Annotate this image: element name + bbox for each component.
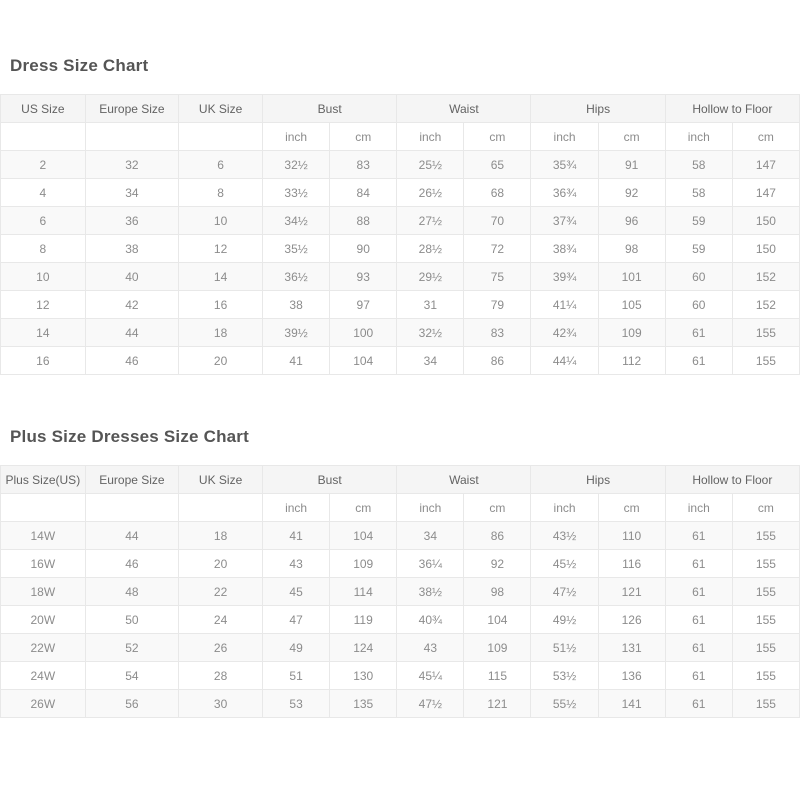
- dress-size-chart-title: Dress Size Chart: [10, 56, 149, 75]
- unit-label-cell: inch: [263, 494, 330, 522]
- table-cell: 54: [85, 662, 178, 690]
- table-cell: 79: [464, 291, 531, 319]
- table-cell: 59: [665, 235, 732, 263]
- table-cell: 147: [732, 151, 799, 179]
- table-cell: 65: [464, 151, 531, 179]
- table-cell: 6: [1, 207, 86, 235]
- table-cell: 47½: [397, 690, 464, 718]
- table-cell: 43: [263, 550, 330, 578]
- table-row: [1, 207, 800, 235]
- table-cell: 83: [464, 319, 531, 347]
- table-cell: 14W: [1, 522, 86, 550]
- empty-cell: [179, 494, 263, 522]
- unit-label-cell: cm: [598, 494, 665, 522]
- table-row: [1, 522, 800, 550]
- table-cell: 55½: [531, 690, 598, 718]
- table-cell: 61: [665, 578, 732, 606]
- unit-label-cell: inch: [531, 123, 598, 151]
- table-cell: 92: [598, 179, 665, 207]
- table-cell: 31: [397, 291, 464, 319]
- table-cell: 68: [464, 179, 531, 207]
- unit-label-cell: cm: [464, 123, 531, 151]
- table-cell: 97: [330, 291, 397, 319]
- table-cell: 42¾: [531, 319, 598, 347]
- plus-size-chart-section: [0, 375, 800, 718]
- table-cell: 110: [598, 522, 665, 550]
- table-cell: 96: [598, 207, 665, 235]
- table-cell: 119: [330, 606, 397, 634]
- unit-label-cell: inch: [531, 494, 598, 522]
- table-cell: 155: [732, 522, 799, 550]
- table-cell: 141: [598, 690, 665, 718]
- column-header: Europe Size: [85, 95, 178, 123]
- table-cell: 100: [330, 319, 397, 347]
- table-cell: 75: [464, 263, 531, 291]
- table-cell: 61: [665, 347, 732, 375]
- table-cell: 10: [179, 207, 263, 235]
- table-cell: 34: [397, 347, 464, 375]
- table-cell: 41: [263, 347, 330, 375]
- table-cell: 41¼: [531, 291, 598, 319]
- table-cell: 155: [732, 578, 799, 606]
- table-cell: 39¾: [531, 263, 598, 291]
- table-cell: 155: [732, 347, 799, 375]
- table-cell: 35¾: [531, 151, 598, 179]
- dress-size-table-header: [1, 95, 800, 123]
- empty-cell: [1, 494, 86, 522]
- unit-label-cell: inch: [397, 494, 464, 522]
- table-cell: 152: [732, 291, 799, 319]
- unit-label-cell: cm: [598, 123, 665, 151]
- table-cell: 43: [397, 634, 464, 662]
- table-cell: 56: [85, 690, 178, 718]
- table-cell: 92: [464, 550, 531, 578]
- dress-size-table: [0, 94, 800, 375]
- table-cell: 51: [263, 662, 330, 690]
- table-cell: 12: [1, 291, 86, 319]
- table-cell: 47: [263, 606, 330, 634]
- table-cell: 121: [598, 578, 665, 606]
- table-row: [1, 606, 800, 634]
- empty-cell: [1, 123, 86, 151]
- table-cell: 34½: [263, 207, 330, 235]
- unit-row: [1, 123, 800, 151]
- table-cell: 131: [598, 634, 665, 662]
- table-cell: 116: [598, 550, 665, 578]
- table-cell: 8: [1, 235, 86, 263]
- column-header: Europe Size: [85, 466, 178, 494]
- table-cell: 12: [179, 235, 263, 263]
- table-cell: 36½: [263, 263, 330, 291]
- table-cell: 33½: [263, 179, 330, 207]
- table-cell: 53: [263, 690, 330, 718]
- table-cell: 86: [464, 522, 531, 550]
- table-cell: 32½: [263, 151, 330, 179]
- table-cell: 36¼: [397, 550, 464, 578]
- table-row: [1, 151, 800, 179]
- table-cell: 84: [330, 179, 397, 207]
- table-cell: 104: [330, 347, 397, 375]
- table-cell: 59: [665, 207, 732, 235]
- table-cell: 150: [732, 207, 799, 235]
- table-cell: 37¾: [531, 207, 598, 235]
- table-cell: 48: [85, 578, 178, 606]
- table-cell: 61: [665, 319, 732, 347]
- table-cell: 8: [179, 179, 263, 207]
- table-cell: 22: [179, 578, 263, 606]
- table-cell: 124: [330, 634, 397, 662]
- table-cell: 14: [179, 263, 263, 291]
- table-cell: 83: [330, 151, 397, 179]
- table-cell: 51½: [531, 634, 598, 662]
- table-row: [1, 578, 800, 606]
- column-header: US Size: [1, 95, 86, 123]
- table-cell: 114: [330, 578, 397, 606]
- table-cell: 104: [330, 522, 397, 550]
- header-row: [1, 466, 800, 494]
- column-header: Hips: [531, 95, 665, 123]
- table-row: [1, 263, 800, 291]
- column-header: UK Size: [179, 466, 263, 494]
- table-cell: 14: [1, 319, 86, 347]
- table-cell: 30: [179, 690, 263, 718]
- table-cell: 34: [85, 179, 178, 207]
- column-header: Hollow to Floor: [665, 466, 799, 494]
- table-cell: 16W: [1, 550, 86, 578]
- table-cell: 38¾: [531, 235, 598, 263]
- table-cell: 44: [85, 319, 178, 347]
- plus-size-table-body: [1, 494, 800, 718]
- table-cell: 49: [263, 634, 330, 662]
- table-cell: 60: [665, 291, 732, 319]
- table-cell: 36: [85, 207, 178, 235]
- plus-size-table: [0, 465, 800, 718]
- column-header: Hollow to Floor: [665, 95, 799, 123]
- table-row: [1, 690, 800, 718]
- table-cell: 28: [179, 662, 263, 690]
- table-cell: 20: [179, 347, 263, 375]
- table-cell: 27½: [397, 207, 464, 235]
- table-cell: 88: [330, 207, 397, 235]
- table-cell: 26W: [1, 690, 86, 718]
- table-cell: 34: [397, 522, 464, 550]
- table-cell: 16: [1, 347, 86, 375]
- table-cell: 147: [732, 179, 799, 207]
- table-cell: 70: [464, 207, 531, 235]
- column-header: Hips: [531, 466, 665, 494]
- plus-size-chart-title: Plus Size Dresses Size Chart: [10, 427, 249, 446]
- table-row: [1, 550, 800, 578]
- table-cell: 61: [665, 662, 732, 690]
- table-cell: 45¼: [397, 662, 464, 690]
- table-cell: 32½: [397, 319, 464, 347]
- table-row: [1, 319, 800, 347]
- table-cell: 90: [330, 235, 397, 263]
- table-cell: 98: [598, 235, 665, 263]
- table-cell: 155: [732, 690, 799, 718]
- table-cell: 39½: [263, 319, 330, 347]
- table-cell: 155: [732, 634, 799, 662]
- table-cell: 38½: [397, 578, 464, 606]
- table-cell: 24W: [1, 662, 86, 690]
- table-cell: 150: [732, 235, 799, 263]
- table-cell: 38: [263, 291, 330, 319]
- table-cell: 60: [665, 263, 732, 291]
- empty-cell: [179, 123, 263, 151]
- table-cell: 61: [665, 522, 732, 550]
- table-cell: 28½: [397, 235, 464, 263]
- table-cell: 26½: [397, 179, 464, 207]
- table-cell: 40¾: [397, 606, 464, 634]
- unit-label-cell: inch: [397, 123, 464, 151]
- table-cell: 46: [85, 347, 178, 375]
- unit-label-cell: inch: [665, 123, 732, 151]
- table-cell: 20: [179, 550, 263, 578]
- column-header: UK Size: [179, 95, 263, 123]
- table-cell: 155: [732, 662, 799, 690]
- table-cell: 38: [85, 235, 178, 263]
- table-cell: 29½: [397, 263, 464, 291]
- table-cell: 86: [464, 347, 531, 375]
- unit-label-cell: cm: [464, 494, 531, 522]
- unit-label-cell: cm: [732, 123, 799, 151]
- table-cell: 41: [263, 522, 330, 550]
- table-row: [1, 179, 800, 207]
- table-row: [1, 634, 800, 662]
- table-cell: 58: [665, 151, 732, 179]
- table-cell: 155: [732, 319, 799, 347]
- table-cell: 2: [1, 151, 86, 179]
- table-cell: 35½: [263, 235, 330, 263]
- table-cell: 98: [464, 578, 531, 606]
- table-row: [1, 347, 800, 375]
- table-cell: 155: [732, 550, 799, 578]
- table-cell: 50: [85, 606, 178, 634]
- table-cell: 44: [85, 522, 178, 550]
- column-header: Bust: [263, 95, 397, 123]
- table-cell: 52: [85, 634, 178, 662]
- table-cell: 18W: [1, 578, 86, 606]
- table-cell: 152: [732, 263, 799, 291]
- table-cell: 109: [598, 319, 665, 347]
- table-cell: 25½: [397, 151, 464, 179]
- table-cell: 16: [179, 291, 263, 319]
- column-header: Bust: [263, 466, 397, 494]
- table-cell: 24: [179, 606, 263, 634]
- table-cell: 61: [665, 690, 732, 718]
- table-cell: 105: [598, 291, 665, 319]
- table-cell: 4: [1, 179, 86, 207]
- unit-row: [1, 494, 800, 522]
- table-cell: 46: [85, 550, 178, 578]
- table-cell: 53½: [531, 662, 598, 690]
- table-cell: 130: [330, 662, 397, 690]
- table-cell: 6: [179, 151, 263, 179]
- table-cell: 109: [330, 550, 397, 578]
- unit-label-cell: cm: [330, 494, 397, 522]
- table-cell: 40: [85, 263, 178, 291]
- table-row: [1, 291, 800, 319]
- table-cell: 121: [464, 690, 531, 718]
- table-cell: 93: [330, 263, 397, 291]
- table-cell: 36¾: [531, 179, 598, 207]
- plus-size-table-header: [1, 466, 800, 494]
- table-cell: 47½: [531, 578, 598, 606]
- unit-label-cell: cm: [732, 494, 799, 522]
- table-cell: 43½: [531, 522, 598, 550]
- table-cell: 112: [598, 347, 665, 375]
- table-cell: 45½: [531, 550, 598, 578]
- table-cell: 32: [85, 151, 178, 179]
- dress-size-table-body: [1, 123, 800, 375]
- table-cell: 136: [598, 662, 665, 690]
- unit-label-cell: inch: [665, 494, 732, 522]
- table-cell: 126: [598, 606, 665, 634]
- column-header: Plus Size(US): [1, 466, 86, 494]
- table-cell: 45: [263, 578, 330, 606]
- table-cell: 49½: [531, 606, 598, 634]
- table-cell: 135: [330, 690, 397, 718]
- table-cell: 22W: [1, 634, 86, 662]
- empty-cell: [85, 123, 178, 151]
- table-cell: 101: [598, 263, 665, 291]
- table-row: [1, 235, 800, 263]
- table-cell: 115: [464, 662, 531, 690]
- table-cell: 72: [464, 235, 531, 263]
- unit-label-cell: cm: [330, 123, 397, 151]
- dress-size-chart-section: [0, 0, 800, 375]
- table-cell: 109: [464, 634, 531, 662]
- table-cell: 104: [464, 606, 531, 634]
- table-cell: 18: [179, 522, 263, 550]
- table-cell: 61: [665, 550, 732, 578]
- column-header: Waist: [397, 95, 531, 123]
- column-header: Waist: [397, 466, 531, 494]
- table-cell: 155: [732, 606, 799, 634]
- table-cell: 26: [179, 634, 263, 662]
- table-cell: 20W: [1, 606, 86, 634]
- table-cell: 44¼: [531, 347, 598, 375]
- empty-cell: [85, 494, 178, 522]
- table-cell: 10: [1, 263, 86, 291]
- table-cell: 61: [665, 634, 732, 662]
- unit-label-cell: inch: [263, 123, 330, 151]
- table-cell: 91: [598, 151, 665, 179]
- header-row: [1, 95, 800, 123]
- table-cell: 58: [665, 179, 732, 207]
- table-row: [1, 662, 800, 690]
- table-cell: 18: [179, 319, 263, 347]
- table-cell: 42: [85, 291, 178, 319]
- table-cell: 61: [665, 606, 732, 634]
